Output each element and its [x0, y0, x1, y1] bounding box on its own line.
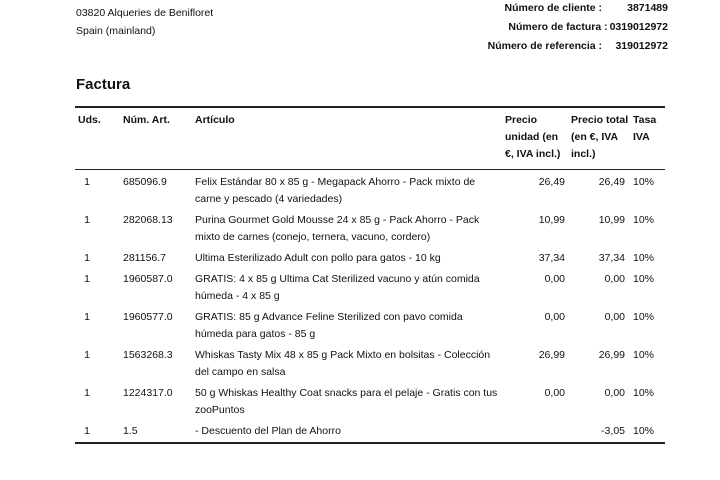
cell-art-number: 282068.13: [123, 214, 173, 226]
reference-number-row: [408, 36, 668, 55]
table-row: [75, 210, 665, 248]
reference-number-label: Número de referencia :: [487, 39, 602, 52]
invoice-number-label: Número de factura :: [508, 20, 608, 33]
cell-article: GRATIS: 85 g Advance Feline Sterilized con pavo comida húmeda para gatos - 85 g: [195, 311, 463, 340]
cell-art-number: 685096.9: [123, 176, 167, 188]
cell-article: Purina Gourmet Gold Mousse 24 x 85 g - Pack Ahorro - Pack mixto de carnes (conejo, ternera, vacuno, cordero): [195, 214, 480, 243]
cell-unit-price: 0,00: [544, 311, 565, 323]
table-row: [75, 383, 665, 421]
invoice-table: [75, 106, 665, 444]
cell-total-price: 10,99: [598, 214, 625, 226]
address-line-1: 03820 Alqueries de Benifloret: [76, 7, 214, 19]
cell-art-number: 281156.7: [123, 252, 167, 264]
cell-unit-price: 0,00: [544, 387, 565, 399]
cell-uds: 1: [84, 425, 90, 437]
header-uds: Uds.: [75, 107, 121, 170]
address-line-2: Spain (mainland): [76, 25, 156, 37]
cell-unit-price: 26,99: [538, 349, 565, 361]
cell-vat-rate: 10%: [633, 311, 655, 323]
cell-total-price: 26,99: [598, 349, 625, 361]
header-article: Artículo: [193, 107, 503, 170]
cell-art-number: 1960587.0: [123, 273, 173, 285]
cell-vat-rate: 10%: [633, 425, 655, 437]
invoice-number-value: 0319012972: [609, 20, 668, 33]
cell-total-price: -3,05: [601, 425, 625, 437]
cell-unit-price: 26,49: [538, 176, 565, 188]
cell-total-price: 0,00: [604, 311, 625, 323]
cell-vat-rate: 10%: [633, 349, 655, 361]
table-row: [75, 170, 665, 211]
cell-vat-rate: 10%: [633, 387, 655, 399]
client-number-value: 3871489: [627, 1, 668, 14]
cell-art-number: 1563268.3: [123, 349, 173, 361]
cell-total-price: 0,00: [604, 387, 625, 399]
cell-uds: 1: [84, 349, 90, 361]
invoice-number-row: [408, 17, 668, 36]
reference-number-value: 319012972: [615, 39, 668, 52]
cell-article: Whiskas Tasty Mix 48 x 85 g Pack Mixto en bolsitas - Colección del campo en salsa: [195, 349, 491, 378]
cell-vat-rate: 10%: [633, 176, 655, 188]
cell-article: 50 g Whiskas Healthy Coat snacks para el pelaje - Gratis con tus zooPuntos: [195, 387, 498, 416]
cell-article: - Descuento del Plan de Ahorro: [195, 425, 341, 437]
table-row: [75, 421, 665, 443]
cell-article: Ultima Esterilizado Adult con pollo para gatos - 10 kg: [195, 252, 441, 264]
cell-total-price: 0,00: [604, 273, 625, 285]
table-row: [75, 307, 665, 345]
cell-unit-price: [503, 421, 569, 443]
table-header-row: [75, 107, 665, 170]
cell-vat-rate: 10%: [633, 273, 655, 285]
customer-address: [76, 4, 213, 40]
client-number-label: Número de cliente :: [504, 1, 602, 14]
header-total-price: Precio total (en €, IVA incl.): [569, 107, 631, 170]
page-title: Factura: [76, 76, 131, 93]
cell-art-number: 1224317.0: [123, 387, 173, 399]
cell-unit-price: 10,99: [538, 214, 565, 226]
cell-uds: 1: [84, 387, 90, 399]
header-vat-rate: Tasa IVA: [631, 107, 665, 170]
cell-total-price: 26,49: [598, 176, 625, 188]
cell-article: Felix Estándar 80 x 85 g - Megapack Ahorro - Pack mixto de carne y pescado (4 variedades): [195, 176, 476, 205]
cell-article: GRATIS: 4 x 85 g Ultima Cat Sterilized vacuno y atún comida húmeda - 4 x 85 g: [195, 273, 480, 302]
header-unit-price: Precio unidad (en €, IVA incl.): [503, 107, 569, 170]
cell-vat-rate: 10%: [633, 214, 655, 226]
table-row: [75, 269, 665, 307]
client-number-row: [408, 0, 668, 17]
cell-uds: 1: [84, 252, 90, 264]
cell-uds: 1: [84, 214, 90, 226]
cell-uds: 1: [84, 176, 90, 188]
cell-unit-price: 37,34: [538, 252, 565, 264]
cell-unit-price: 0,00: [544, 273, 565, 285]
table-row: [75, 248, 665, 269]
header-art-number: Núm. Art.: [121, 107, 193, 170]
cell-total-price: 37,34: [598, 252, 625, 264]
invoice-meta: [408, 0, 668, 55]
table-row: [75, 345, 665, 383]
cell-uds: 1: [84, 311, 90, 323]
cell-art-number: 1960577.0: [123, 311, 173, 323]
cell-vat-rate: 10%: [633, 252, 655, 264]
cell-art-number: 1.5: [123, 425, 138, 437]
cell-uds: 1: [84, 273, 90, 285]
